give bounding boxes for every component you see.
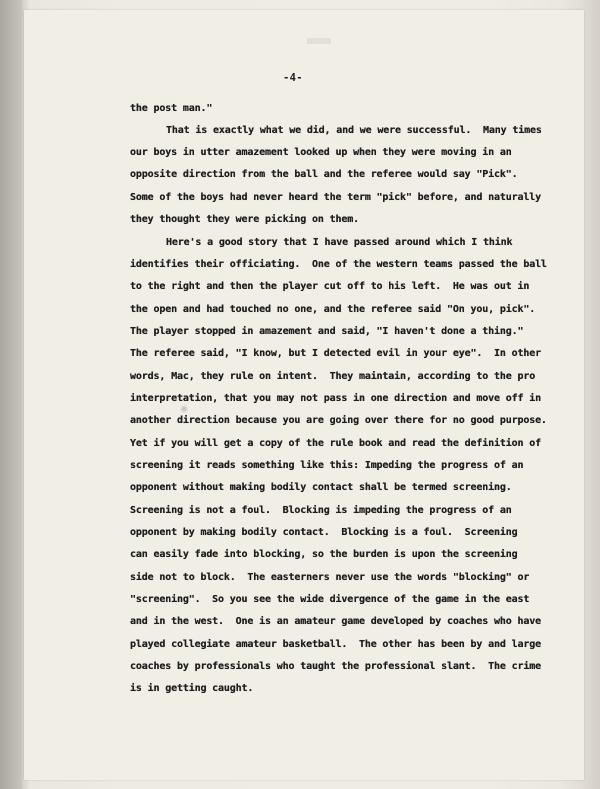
text-line: played collegiate amateur basketball. The other has been by and large	[130, 639, 541, 650]
text-line: That is exactly what we did, and we were successful. Many times	[166, 125, 542, 136]
text-line: identifies their officiating. One of the western teams passed the ball	[130, 259, 547, 270]
faint-mark	[307, 38, 331, 44]
text-line: words, Mac, they rule on intent. They maintain, according to the pro	[130, 371, 536, 382]
ink-smudge	[180, 404, 188, 414]
text-line: our boys in utter amazement looked up when they were moving in an	[130, 147, 512, 158]
text-line: can easily fade into blocking, so the burden is upon the screening	[130, 549, 518, 560]
text-line: The player stopped in amazement and said, "I haven't done a thing."	[130, 326, 524, 337]
text-line: side not to block. The easterners never use the words "blocking" or	[130, 572, 530, 583]
text-line: another direction because you are going over there for no good purpose.	[130, 415, 547, 426]
text-line: is in getting caught.	[130, 683, 254, 694]
text-line: interpretation, that you may not pass in one direction and move off in	[130, 393, 541, 404]
text-line: Here's a good story that I have passed around which I think	[166, 237, 513, 248]
text-line: the open and had touched no one, and the referee said "On you, pick".	[130, 304, 536, 315]
text-line: Some of the boys had never heard the term "pick" before, and naturally	[130, 192, 541, 203]
text-line: Screening is not a foul. Blocking is impeding the progress of an	[130, 505, 512, 516]
text-line: screening it reads something like this: Impeding the progress of an	[130, 460, 524, 471]
text-line: Yet if you will get a copy of the rule book and read the definition of	[130, 438, 541, 449]
text-line: to the right and then the player cut off to his left. He was out in	[130, 281, 530, 292]
text-line: opposite direction from the ball and the referee would say "Pick".	[130, 169, 518, 180]
text-line: The referee said, "I know, but I detected evil in your eye". In other	[130, 348, 541, 359]
text-line: "screening". So you see the wide divergence of the game in the east	[130, 594, 530, 605]
page-number: -4-	[283, 72, 303, 84]
text-line: the post man."	[130, 103, 213, 114]
text-line: and in the west. One is an amateur game developed by coaches who have	[130, 616, 541, 627]
text-line: coaches by professionals who taught the professional slant. The crime	[130, 661, 541, 672]
scan-left-edge	[0, 0, 22, 789]
text-line: opponent without making bodily contact shall be termed screening.	[130, 482, 512, 493]
text-line: opponent by making bodily contact. Blocking is a foul. Screening	[130, 527, 518, 538]
text-line: they thought they were picking on them.	[130, 214, 359, 225]
